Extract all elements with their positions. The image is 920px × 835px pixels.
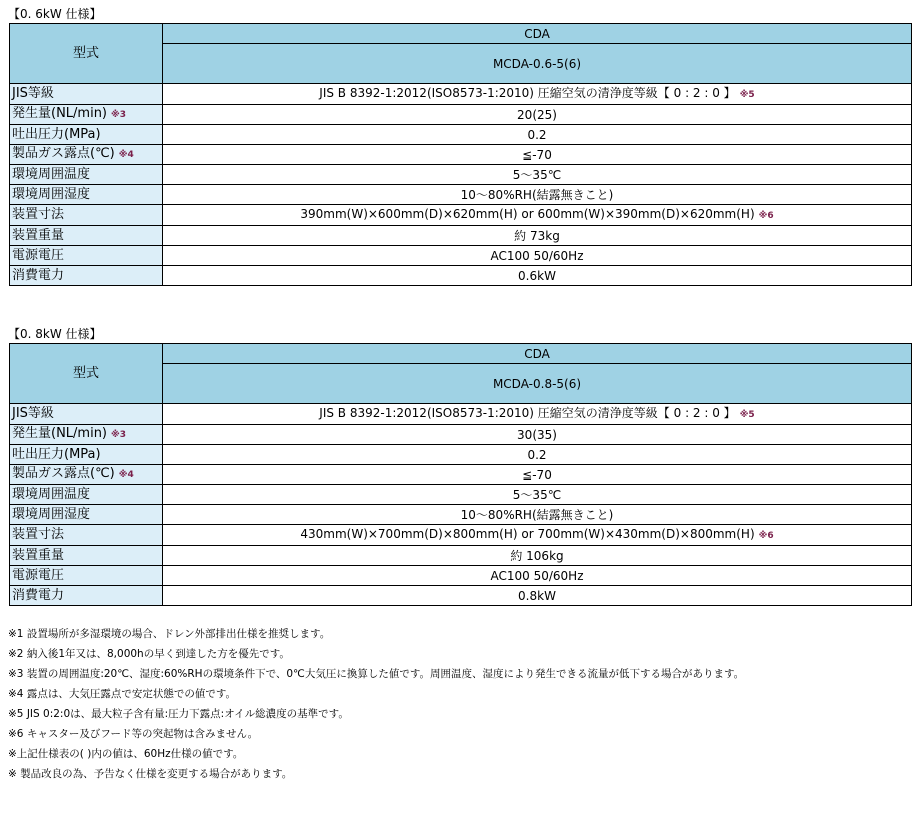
row-value — [163, 145, 912, 165]
table-row — [10, 445, 912, 465]
footnote-mark: ※4 — [118, 470, 134, 480]
row-label — [10, 125, 163, 145]
row-value — [163, 525, 912, 546]
table-row — [10, 465, 912, 485]
spec-rows-06kw — [10, 84, 912, 286]
footnotes — [8, 624, 744, 784]
footnote-mark: ※4 — [118, 150, 134, 160]
model-number: MCDA-0.8-5(6) — [163, 364, 912, 404]
table-row — [10, 246, 912, 266]
row-label-text: 電源電圧 — [12, 247, 65, 263]
row-label — [10, 546, 163, 566]
row-value-text: 0.8kW — [518, 588, 556, 603]
spec-rows-08kw — [10, 404, 912, 606]
cda-header: CDA — [163, 344, 912, 364]
section-title-08kw: 【0. 8kW 仕様】 — [8, 327, 102, 341]
row-value-text: 10～80%RH(結露無きこと) — [460, 507, 614, 522]
row-value-text: ≦-70 — [522, 467, 552, 482]
row-value-text: 0.2 — [527, 127, 547, 142]
row-value-text: AC100 50/60Hz — [490, 248, 584, 263]
footnote: ※ 製品改良の為、予告なく仕様を変更する場合があります。 — [8, 768, 293, 780]
table-row — [10, 485, 912, 505]
table-row — [10, 266, 912, 286]
footnote-mark: ※3 — [111, 110, 127, 120]
row-value-text: 0.2 — [527, 447, 547, 462]
row-label — [10, 105, 163, 125]
row-label-text: 消費電力 — [12, 587, 65, 603]
row-label-text: 電源電圧 — [12, 567, 65, 583]
table-row — [10, 145, 912, 165]
row-label-text: 消費電力 — [12, 267, 65, 283]
row-value-text: 20(25) — [517, 107, 557, 122]
footnote: ※4 露点は、大気圧露点で安定状態での値です。 — [8, 688, 236, 700]
row-label-text: 装置重量 — [12, 227, 65, 243]
row-value-text: 10～80%RH(結露無きこと) — [460, 187, 614, 202]
row-label-text: 製品ガス露点(℃) — [12, 146, 115, 161]
row-value — [163, 185, 912, 205]
row-label — [10, 404, 163, 425]
row-value — [163, 566, 912, 586]
model-number: MCDA-0.6-5(6) — [163, 44, 912, 84]
table-row — [10, 344, 912, 364]
row-value — [163, 266, 912, 286]
row-label — [10, 525, 163, 546]
row-value-text: 390mm(W)×600mm(D)×620mm(H) or 600mm(W)×390mm(D)×620mm(H) — [300, 207, 755, 221]
footnote: ※上記仕様表の( )内の値は、60Hz仕様の値です。 — [8, 748, 244, 760]
footnote-mark: ※6 — [758, 211, 774, 221]
spec-table-08kw — [9, 343, 912, 606]
footnote-mark: ※6 — [758, 531, 774, 541]
row-label — [10, 465, 163, 485]
row-label-text: 環境周囲湿度 — [12, 186, 91, 202]
row-label-text: 環境周囲温度 — [12, 486, 91, 502]
footnote: ※1 設置場所が多湿環境の場合、ドレン外部排出仕様を推奨します。 — [8, 628, 331, 640]
row-label — [10, 445, 163, 465]
row-value-text: 約 106kg — [510, 548, 564, 563]
row-label-text: 吐出圧力(MPa) — [12, 126, 101, 142]
table-row — [10, 546, 912, 566]
row-value-text: 5～35℃ — [512, 487, 562, 502]
row-label-text: JIS等級 — [12, 86, 54, 101]
row-label — [10, 226, 163, 246]
table-row — [10, 425, 912, 445]
row-label — [10, 165, 163, 185]
table-row — [10, 586, 912, 606]
row-label-text: 発生量(NL/min) — [12, 426, 108, 441]
table-row — [10, 226, 912, 246]
table-row — [10, 84, 912, 105]
row-label-text: 環境周囲温度 — [12, 166, 91, 182]
row-label — [10, 425, 163, 445]
row-label — [10, 185, 163, 205]
row-label — [10, 246, 163, 266]
row-label — [10, 84, 163, 105]
row-value — [163, 84, 912, 105]
row-label-text: 装置寸法 — [12, 207, 65, 222]
row-value — [163, 505, 912, 525]
row-value-text: JIS B 8392-1:2012(ISO8573-1:2010) 圧縮空気の清浄度等級【 0 : 2 : 0 】 — [319, 406, 736, 420]
footnote-mark: ※5 — [739, 410, 755, 420]
row-value-text: JIS B 8392-1:2012(ISO8573-1:2010) 圧縮空気の清浄度等級【 0 : 2 : 0 】 — [319, 86, 736, 100]
row-value — [163, 404, 912, 425]
row-value-text: 約 73kg — [514, 228, 560, 243]
row-label-text: 製品ガス露点(℃) — [12, 466, 115, 481]
row-value-text: 5～35℃ — [512, 167, 562, 182]
row-label-text: 装置寸法 — [12, 527, 65, 542]
row-label — [10, 566, 163, 586]
table-row — [10, 185, 912, 205]
table-row — [10, 125, 912, 145]
spec-table-06kw — [9, 23, 912, 286]
table-row — [10, 505, 912, 525]
row-value — [163, 246, 912, 266]
table-row — [10, 105, 912, 125]
row-value-text: 0.6kW — [518, 268, 556, 283]
row-label — [10, 145, 163, 165]
table-row — [10, 566, 912, 586]
row-label — [10, 266, 163, 286]
model-label: 型式 — [10, 344, 163, 404]
footnote: ※6 キャスター及びフード等の突起物は含みません。 — [8, 728, 259, 740]
row-label — [10, 505, 163, 525]
row-value-text: 30(35) — [517, 427, 557, 442]
row-label-text: 発生量(NL/min) — [12, 106, 108, 121]
row-label — [10, 205, 163, 226]
footnote-mark: ※5 — [739, 90, 755, 100]
row-value — [163, 586, 912, 606]
row-value — [163, 205, 912, 226]
footnote: ※2 納入後1年又は、8,000hの早く到達した方を優先です。 — [8, 648, 290, 660]
row-label-text: JIS等級 — [12, 406, 54, 421]
table-row — [10, 404, 912, 425]
row-value — [163, 105, 912, 125]
table-row — [10, 165, 912, 185]
row-value — [163, 165, 912, 185]
table-row — [10, 24, 912, 44]
row-label — [10, 485, 163, 505]
section-title-06kw: 【0. 6kW 仕様】 — [8, 7, 102, 21]
footnote-mark: ※3 — [111, 430, 127, 440]
row-label-text: 環境周囲湿度 — [12, 506, 91, 522]
table-row — [10, 525, 912, 546]
row-value — [163, 465, 912, 485]
row-label — [10, 586, 163, 606]
row-value-text: AC100 50/60Hz — [490, 568, 584, 583]
model-label: 型式 — [10, 24, 163, 84]
row-label-text: 吐出圧力(MPa) — [12, 446, 101, 462]
row-value — [163, 485, 912, 505]
row-value-text: ≦-70 — [522, 147, 552, 162]
row-value — [163, 125, 912, 145]
row-value — [163, 546, 912, 566]
row-value — [163, 445, 912, 465]
footnote: ※5 JIS 0:2:0は、最大粒子含有量:圧力下露点:オイル総濃度の基準です。 — [8, 708, 349, 720]
row-value — [163, 226, 912, 246]
row-value — [163, 425, 912, 445]
row-value-text: 430mm(W)×700mm(D)×800mm(H) or 700mm(W)×430mm(D)×800mm(H) — [300, 527, 755, 541]
footnote: ※3 装置の周囲温度:20℃、湿度:60%RHの環境条件下で、0℃大気圧に換算した値です。周囲温度、湿度により発生できる流量が低下する場合があります。 — [8, 668, 745, 680]
row-label-text: 装置重量 — [12, 547, 65, 563]
cda-header: CDA — [163, 24, 912, 44]
table-row — [10, 205, 912, 226]
